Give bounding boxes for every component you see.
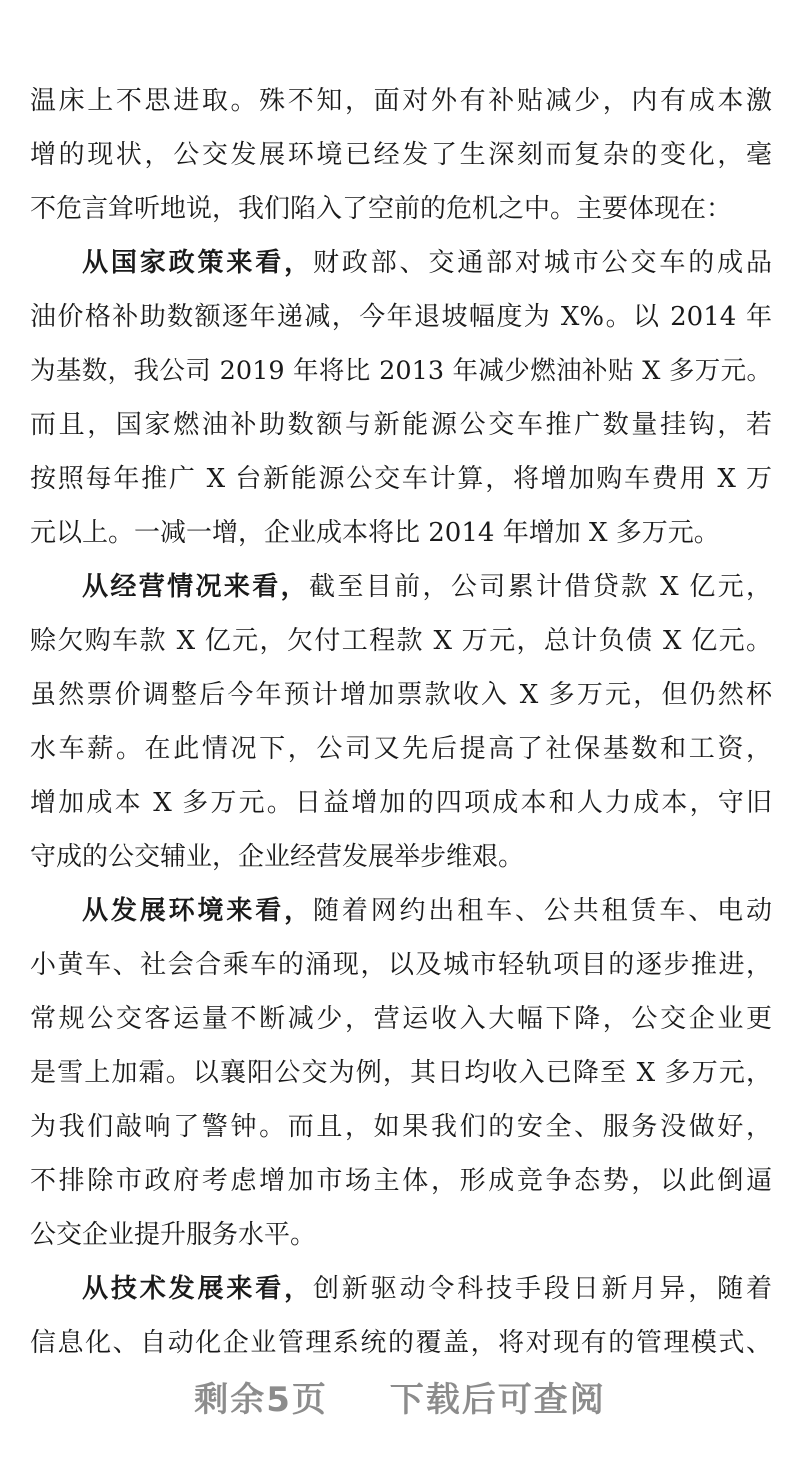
section-lead: 从技术发展来看， bbox=[82, 1274, 313, 1304]
text-line bbox=[30, 182, 772, 236]
text-line bbox=[30, 560, 772, 614]
text-line bbox=[30, 776, 772, 830]
section-lead: 从发展环境来看， bbox=[82, 896, 313, 926]
line-text: 是雪上加霜。以襄阳公交为例，其日均收入已降至 X 多万元， bbox=[30, 1058, 772, 1088]
remaining-pages-label: 剩余5页 bbox=[194, 1380, 328, 1420]
line-text: 水车薪。在此情况下，公司又先后提高了社保基数和工资， bbox=[30, 734, 772, 764]
line-text: 油价格补助数额逐年递减，今年退坡幅度为 X%。以 2014 年 bbox=[30, 302, 772, 332]
line-text: 信息化、自动化企业管理系统的覆盖，将对现有的管理模式、 bbox=[30, 1328, 772, 1358]
line-text: 赊欠购车款 X 亿元，欠付工程款 X 万元，总计负债 X 亿元。 bbox=[30, 626, 772, 656]
section-lead: 从国家政策来看， bbox=[82, 248, 313, 278]
line-text: 不危言耸听地说，我们陷入了空前的危机之中。主要体现在： bbox=[30, 194, 733, 224]
line-text: 按照每年推广 X 台新能源公交车计算，将增加购车费用 X 万 bbox=[30, 464, 772, 494]
line-text: 为基数，我公司 2019 年将比 2013 年减少燃油补贴 X 多万元。 bbox=[30, 356, 772, 386]
line-text: 虽然票价调整后今年预计增加票款收入 X 多万元，但仍然杯 bbox=[30, 680, 772, 710]
line-text: 随着网约出租车、公共租赁车、电动 bbox=[312, 896, 772, 926]
text-line bbox=[30, 1100, 772, 1154]
text-line bbox=[30, 128, 772, 182]
text-line bbox=[30, 290, 772, 344]
text-line bbox=[30, 1316, 772, 1370]
line-text: 不排除市政府考虑增加市场主体，形成竞争态势，以此倒逼 bbox=[30, 1166, 772, 1196]
text-line bbox=[30, 506, 772, 560]
text-line bbox=[30, 1262, 772, 1316]
text-line bbox=[30, 992, 772, 1046]
text-line bbox=[30, 722, 772, 776]
line-text: 守成的公交辅业，企业经营发展举步维艰。 bbox=[30, 842, 525, 872]
text-line bbox=[30, 74, 772, 128]
line-text: 增加成本 X 多万元。日益增加的四项成本和人力成本，守旧 bbox=[30, 788, 772, 818]
line-text: 元以上。一减一增，企业成本将比 2014 年增加 X 多万元。 bbox=[30, 518, 720, 548]
text-line bbox=[30, 1046, 772, 1100]
line-text: 而且，国家燃油补助数额与新能源公交车推广数量挂钩，若 bbox=[30, 410, 772, 440]
download-prompt-label[interactable]: 下载后可查阅 bbox=[389, 1380, 606, 1420]
line-text: 创新驱动令科技手段日新月异，随着 bbox=[312, 1274, 772, 1304]
text-line bbox=[30, 452, 772, 506]
text-line bbox=[30, 614, 772, 668]
line-text: 公交企业提升服务水平。 bbox=[30, 1220, 317, 1250]
download-banner[interactable] bbox=[0, 1370, 800, 1430]
text-line bbox=[30, 1154, 772, 1208]
text-line bbox=[30, 236, 772, 290]
text-line bbox=[30, 398, 772, 452]
line-text: 为我们敲响了警钟。而且，如果我们的安全、服务没做好， bbox=[30, 1112, 772, 1142]
text-line bbox=[30, 884, 772, 938]
line-text: 小黄车、社会合乘车的涌现，以及城市轻轨项目的逐步推进， bbox=[30, 950, 772, 980]
line-text: 温床上不思进取。殊不知，面对外有补贴减少，内有成本激 bbox=[30, 86, 772, 116]
text-line bbox=[30, 344, 772, 398]
text-line bbox=[30, 1208, 772, 1262]
line-text: 截至目前，公司累计借贷款 X 亿元， bbox=[308, 572, 772, 602]
text-line bbox=[30, 938, 772, 992]
text-line bbox=[30, 668, 772, 722]
section-lead: 从经营情况来看， bbox=[82, 572, 309, 602]
document-body bbox=[30, 74, 772, 1370]
line-text: 财政部、交通部对城市公交车的成品 bbox=[312, 248, 772, 278]
line-text: 增的现状，公交发展环境已经发了生深刻而复杂的变化，毫 bbox=[30, 140, 772, 170]
text-line bbox=[30, 830, 772, 884]
line-text: 常规公交客运量不断减少，营运收入大幅下降，公交企业更 bbox=[30, 1004, 772, 1034]
